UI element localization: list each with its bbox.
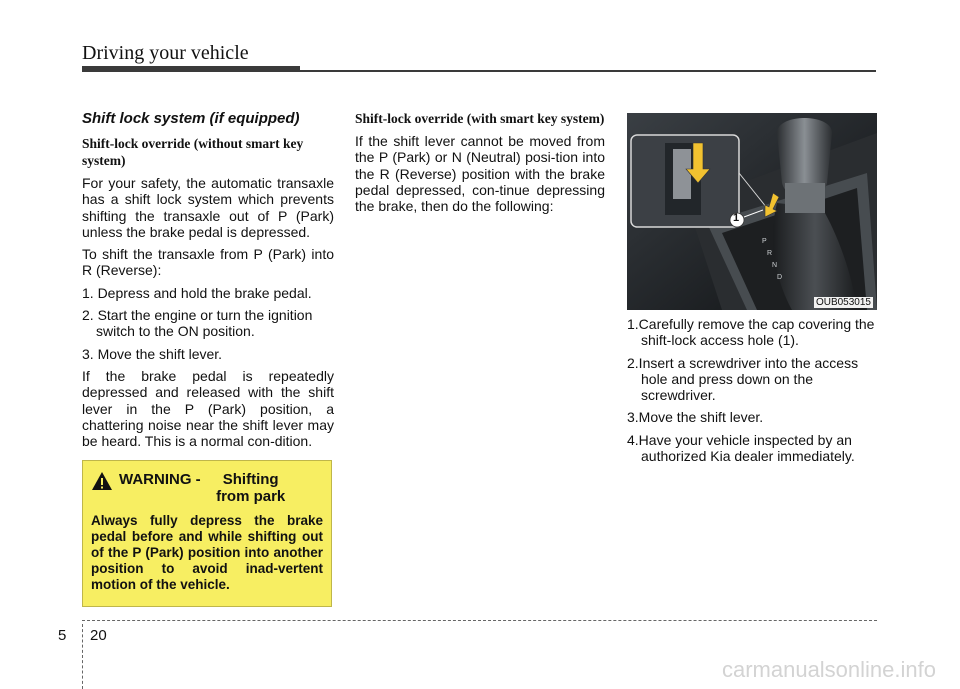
svg-text:P: P — [762, 238, 767, 245]
warning-box — [82, 460, 332, 607]
list-item: 1.Carefully remove the cap covering the shift-lock access hole (1). — [627, 316, 875, 349]
shift-lever-illustration — [627, 113, 877, 310]
warning-text: Always fully depress the brake pedal before and while shifting out of the P (Park) position into another position to avoid inad-vertent motion of the vehicle. — [91, 513, 323, 592]
watermark: carmanualsonline.info — [721, 657, 936, 682]
subsection-title-smart-key: Shift-lock override (with smart key system) — [355, 111, 605, 126]
note-paragraph: If the brake pedal is repeatedly depressed and released with the shift lever in the P (Park) position, a chattering noise near the shift lever may be heard. This is a normal con-dition. — [82, 367, 334, 450]
footer-divider — [82, 624, 83, 689]
warning-header — [91, 471, 323, 505]
shift-lever-photo — [627, 113, 877, 310]
middle-column — [355, 110, 605, 220]
page-header-title: Driving your vehicle — [82, 42, 249, 64]
svg-text:R: R — [767, 250, 773, 257]
override-steps-list — [627, 316, 877, 464]
chapter-number: 5 — [58, 627, 67, 644]
image-code: OUB053015 — [815, 297, 871, 308]
list-item: 2.Insert a screwdriver into the access hole and press down on the screwdriver. — [627, 354, 859, 404]
warning-triangle-icon — [91, 471, 113, 491]
warning-label: WARNING - — [119, 471, 201, 488]
callout-number: 1 — [733, 212, 740, 224]
left-column — [82, 110, 334, 455]
steps-list — [82, 285, 334, 362]
steps-intro: To shift the transaxle from P (Park) into R (Reverse): — [82, 246, 334, 279]
svg-text:D: D — [777, 274, 783, 281]
list-item: 1. Depress and hold the brake pedal. — [82, 284, 312, 301]
intro-paragraph: For your safety, the automatic transaxle has a shift lock system which prevents shifting the transaxle out of P (Park) unless the brake pedal is depressed. — [82, 175, 334, 240]
section-title: Shift lock system (if equipped) — [82, 110, 300, 127]
subsection-title: Shift-lock override (without smart key system) — [82, 136, 304, 168]
header-rule — [300, 70, 876, 72]
header-bar — [82, 66, 300, 72]
footer-rule — [82, 620, 877, 621]
list-item: 4.Have your vehicle inspected by an authorized Kia dealer immediately. — [627, 431, 855, 465]
warning-topic: Shifting from park — [216, 471, 286, 505]
page-number: 20 — [90, 627, 107, 644]
right-column — [627, 316, 877, 470]
list-item: 3. Move the shift lever. — [82, 345, 223, 362]
smart-key-paragraph: If the shift lever cannot be moved from the P (Park) or N (Neutral) posi-tion into the R (Reverse) position with the brake pedal depressed, con-tinue depressing the brake, then do the following: — [355, 133, 605, 215]
list-item: 3.Move the shift lever. — [627, 409, 764, 426]
svg-text:N: N — [772, 262, 778, 269]
list-item: 2. Start the engine or turn the ignition switch to the ON position. — [82, 307, 313, 340]
